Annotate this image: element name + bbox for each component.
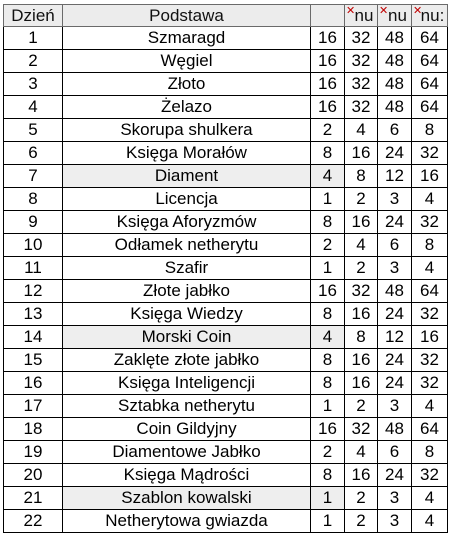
cell-day[interactable]: 15 [4,349,63,372]
cell-name[interactable]: Coin Gildyjny [63,418,311,441]
table-row [4,280,448,303]
table-row [4,96,448,119]
cell-value[interactable]: 48 [378,27,412,50]
cell-value[interactable]: 16 [412,165,448,188]
cell-value[interactable]: 32 [412,211,448,234]
cell-value[interactable]: 64 [412,280,448,303]
cell-value[interactable]: 48 [378,280,412,303]
table-row [4,441,448,464]
cell-day[interactable]: 9 [4,211,63,234]
cell-day[interactable]: 7 [4,165,63,188]
table-row [4,50,448,73]
cell-value[interactable]: 32 [345,418,378,441]
header-day[interactable]: Dzień [4,5,63,27]
cell-name[interactable]: Węgiel [63,50,311,73]
cell-value[interactable]: 24 [378,303,412,326]
cell-name[interactable]: Szmaragd [63,27,311,50]
cell-value[interactable]: 6 [378,119,412,142]
cell-value[interactable]: 32 [412,142,448,165]
cell-value[interactable]: 16 [412,326,448,349]
cell-value[interactable]: 2 [345,487,378,510]
cell-name[interactable]: Diamentowe Jabłko [63,441,311,464]
cell-day[interactable]: 17 [4,395,63,418]
cell-name[interactable]: Złote jabłko [63,280,311,303]
cell-value[interactable]: 32 [345,73,378,96]
table-row [4,257,448,280]
cell-day[interactable]: 1 [4,27,63,50]
cell-day[interactable]: 11 [4,257,63,280]
cell-value[interactable]: 32 [412,349,448,372]
cell-day[interactable]: 22 [4,510,63,533]
cell-value[interactable]: 8 [311,303,345,326]
table-row [4,27,448,50]
table-row [4,349,448,372]
cell-value[interactable]: 6 [378,234,412,257]
cell-value[interactable]: 8 [311,464,345,487]
cell-value[interactable]: 48 [378,50,412,73]
table-row [4,119,448,142]
cell-value[interactable]: 64 [412,96,448,119]
cell-value[interactable]: 16 [345,372,378,395]
cell-value[interactable]: 64 [412,418,448,441]
cell-value[interactable]: 8 [412,119,448,142]
cell-name[interactable]: Licencja [63,188,311,211]
cell-day[interactable]: 14 [4,326,63,349]
cell-day[interactable]: 8 [4,188,63,211]
table-row [4,211,448,234]
cell-value[interactable]: 4 [412,487,448,510]
cell-day[interactable]: 12 [4,280,63,303]
cell-value[interactable]: 4 [412,395,448,418]
cell-value[interactable]: 16 [345,303,378,326]
cell-value[interactable]: 12 [378,165,412,188]
cell-day[interactable]: 18 [4,418,63,441]
table-row [4,326,448,349]
cell-value[interactable]: 2 [311,234,345,257]
cell-value[interactable]: 32 [412,303,448,326]
cell-value[interactable]: 16 [311,73,345,96]
table-row [4,510,448,533]
header-empty[interactable] [311,5,345,27]
cell-day[interactable]: 4 [4,96,63,119]
cell-value[interactable]: 3 [378,510,412,533]
cell-name[interactable]: Księga Morałów [63,142,311,165]
cell-value[interactable]: 2 [345,395,378,418]
cell-value[interactable]: 2 [311,441,345,464]
cell-day[interactable]: 5 [4,119,63,142]
cell-value[interactable]: 32 [345,27,378,50]
cell-value[interactable]: 8 [311,211,345,234]
cell-day[interactable]: 2 [4,50,63,73]
table-row [4,165,448,188]
cell-value[interactable]: 32 [345,50,378,73]
cell-value[interactable]: 1 [311,257,345,280]
cell-name[interactable]: Odłamek netherytu [63,234,311,257]
header-num3[interactable]: ✕ nu: [412,5,448,27]
cell-value[interactable]: 3 [378,257,412,280]
cell-value[interactable]: 12 [378,326,412,349]
cell-value[interactable]: 24 [378,211,412,234]
cell-value[interactable]: 4 [412,510,448,533]
cell-value[interactable]: 2 [345,257,378,280]
cell-value[interactable]: 8 [412,441,448,464]
cell-value[interactable]: 8 [311,142,345,165]
cell-day[interactable]: 13 [4,303,63,326]
cell-day[interactable]: 21 [4,487,63,510]
cell-day[interactable]: 3 [4,73,63,96]
cell-day[interactable]: 16 [4,372,63,395]
table-row [4,234,448,257]
table-row [4,395,448,418]
cell-value[interactable]: 1 [311,188,345,211]
cell-name[interactable]: Księga Aforyzmów [63,211,311,234]
filter-dropdown-icon[interactable]: ✕ [413,5,423,17]
cell-value[interactable]: 1 [311,395,345,418]
table-row [4,418,448,441]
header-num2[interactable]: ✕ nu [378,5,412,27]
cell-name[interactable]: Księga Inteligencji [63,372,311,395]
cell-value[interactable]: 16 [345,142,378,165]
cell-day[interactable]: 6 [4,142,63,165]
cell-value[interactable]: 4 [412,188,448,211]
cell-value[interactable]: 32 [412,372,448,395]
table-row [4,142,448,165]
spreadsheet [3,4,448,533]
filter-dropdown-icon[interactable]: ✕ [379,5,389,17]
cell-value[interactable]: 64 [412,50,448,73]
cell-value[interactable]: 24 [378,372,412,395]
cell-name[interactable]: Morski Coin [63,326,311,349]
table-row [4,487,448,510]
cell-day[interactable]: 19 [4,441,63,464]
cell-name[interactable]: Diament [63,165,311,188]
data-table [3,4,448,533]
cell-value[interactable]: 2 [345,510,378,533]
cell-value[interactable]: 48 [378,418,412,441]
cell-value[interactable]: 3 [378,395,412,418]
cell-value[interactable]: 1 [311,510,345,533]
cell-value[interactable]: 16 [311,418,345,441]
cell-name[interactable]: Szafir [63,257,311,280]
table-row [4,73,448,96]
cell-value[interactable]: 32 [345,280,378,303]
cell-value[interactable]: 32 [345,96,378,119]
cell-value[interactable]: 24 [378,349,412,372]
cell-name[interactable]: Netherytowa gwiazda [63,510,311,533]
cell-day[interactable]: 10 [4,234,63,257]
cell-day[interactable]: 20 [4,464,63,487]
cell-value[interactable]: 4 [311,165,345,188]
cell-name[interactable]: Księga Mądrości [63,464,311,487]
cell-name[interactable]: Złoto [63,73,311,96]
cell-value[interactable]: 16 [311,50,345,73]
cell-value[interactable]: 24 [378,464,412,487]
cell-name[interactable]: Księga Wiedzy [63,303,311,326]
cell-value[interactable]: 8 [311,372,345,395]
cell-value[interactable]: 48 [378,73,412,96]
cell-value[interactable]: 3 [378,188,412,211]
cell-value[interactable]: 4 [345,119,378,142]
filter-dropdown-icon[interactable]: ✕ [346,5,356,17]
table-row [4,188,448,211]
table-row [4,464,448,487]
cell-value[interactable]: 8 [345,165,378,188]
cell-value[interactable]: 6 [378,441,412,464]
cell-value[interactable]: 64 [412,27,448,50]
cell-name[interactable]: Skorupa shulkera [63,119,311,142]
header-num1[interactable]: ✕ nu [345,5,378,27]
cell-value[interactable]: 64 [412,73,448,96]
cell-value[interactable]: 1 [311,487,345,510]
cell-value[interactable]: 16 [345,349,378,372]
cell-value[interactable]: 8 [345,326,378,349]
header-name[interactable]: Podstawa [63,5,311,27]
cell-value[interactable]: 16 [345,211,378,234]
cell-value[interactable]: 4 [311,326,345,349]
table-row [4,303,448,326]
cell-value[interactable]: 16 [311,280,345,303]
cell-name[interactable]: Zaklęte złote jabłko [63,349,311,372]
cell-name[interactable]: Sztabka netherytu [63,395,311,418]
cell-name[interactable]: Szablon kowalski [63,487,311,510]
cell-value[interactable]: 8 [412,234,448,257]
cell-value[interactable]: 32 [412,464,448,487]
cell-value[interactable]: 4 [412,257,448,280]
cell-value[interactable]: 4 [345,441,378,464]
cell-value[interactable]: 2 [345,188,378,211]
cell-value[interactable]: 24 [378,142,412,165]
cell-value[interactable]: 4 [345,234,378,257]
header-row [4,5,448,27]
cell-value[interactable]: 8 [311,349,345,372]
cell-value[interactable]: 16 [311,96,345,119]
cell-value[interactable]: 2 [311,119,345,142]
table-row [4,372,448,395]
cell-value[interactable]: 16 [311,27,345,50]
cell-value[interactable]: 16 [345,464,378,487]
cell-value[interactable]: 48 [378,96,412,119]
cell-value[interactable]: 3 [378,487,412,510]
cell-name[interactable]: Żelazo [63,96,311,119]
